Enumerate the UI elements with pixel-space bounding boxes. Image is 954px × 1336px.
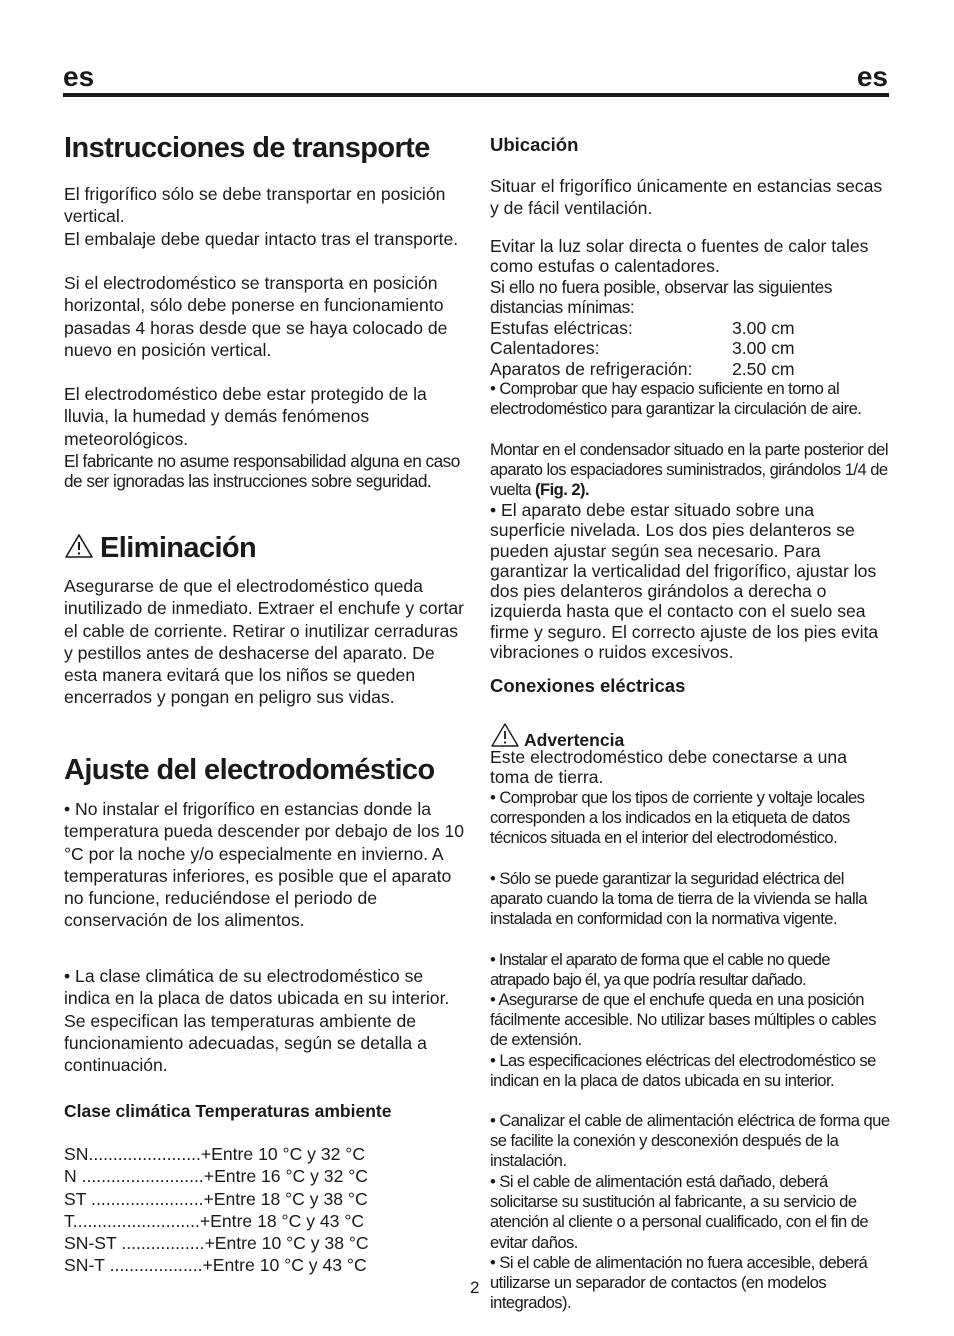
climate-row: N .........................+Entre 16 °C y 32 °C: [64, 1166, 368, 1187]
header-rule: [63, 93, 889, 97]
electrical-paragraph-6: • Las especificaciones eléctricas del electrodoméstico se indican en la placa de datos ubicada en su interior.: [490, 1051, 876, 1091]
electrical-paragraph-1: Este electrodoméstico debe conectarse a una toma de tierra.: [490, 747, 847, 788]
distance-row: Aparatos de refrigeración: 2.50 cm: [490, 358, 795, 379]
warning-icon: [64, 533, 94, 559]
adjust-bullet-2: • La clase climática de su electrodoméstico se indica en la placa de datos ubicada en su interior. Se especifican las temperaturas ambiente de funcionamiento adecuadas, según se detalla a continuación.: [64, 966, 450, 1076]
transport-title: Instrucciones de transporte: [64, 132, 430, 164]
climate-row: SN-ST .................+Entre 10 °C y 38 °C: [64, 1233, 369, 1254]
electrical-paragraph-8: • Si el cable de alimentación está dañado, deberá solicitarse su sustitución al fabricante, a su servicio de atención al cliente o a personal cualificado, con el fin de evitar daños.: [490, 1172, 869, 1252]
distance-list: [490, 318, 890, 379]
distance-row: Estufas eléctricas: 3.00 cm: [490, 318, 795, 338]
location-paragraph-4: • Comprobar que hay espacio suficiente en torno al electrodoméstico para garantizar la circulación de aire.: [490, 379, 862, 419]
transport-paragraph-2: El embalaje debe quedar intacto tras el transporte.: [64, 229, 459, 249]
language-code-right: es: [856, 61, 888, 92]
climate-row: SN-T ...................+Entre 10 °C y 43 °C: [64, 1255, 367, 1276]
language-code-left: es: [63, 61, 95, 92]
disposal-heading: [64, 530, 256, 566]
climate-row: ST .......................+Entre 18 °C y 38 °C: [64, 1188, 368, 1209]
warning-label: Advertencia: [524, 730, 625, 750]
electrical-paragraph-3: • Sólo se puede garantizar la seguridad eléctrica del aparato cuando la toma de tierra de la vivienda se halla instalada en conformidad con la normativa vigente.: [490, 869, 867, 929]
climate-row: SN.......................+Entre 10 °C y 32 °C: [64, 1144, 366, 1164]
distance-row: Calentadores: 3.00 cm: [490, 338, 795, 359]
transport-paragraph-4: El electrodoméstico debe estar protegido de la lluvia, la humedad y demás fenómenos meteorológicos.: [64, 384, 427, 449]
adjust-bullet-1: • No instalar el frigorífico en estancias donde la temperatura pueda descender por debajo de los 10 °C por la noche y/o especialmente en invierno. A temperaturas inferiores, es posible que el aparato no funcione, reduciéndose el periodo de conservación de los alimentos.: [64, 799, 465, 931]
electrical-paragraph-2: • Comprobar que los tipos de corriente y voltaje locales corresponden a los indicados en la etiqueta de datos técnicos situada en el interior del electrodoméstico.: [490, 788, 865, 848]
climate-table: [64, 1143, 466, 1277]
electrical-paragraph-7: • Canalizar el cable de alimentación eléctrica de forma que se facilite la conexión y desconexión después de la instalación.: [490, 1111, 890, 1171]
warning-icon: [490, 722, 520, 748]
transport-paragraph-5: El fabricante no asume responsabilidad alguna en caso de ser ignoradas las instrucciones sobre seguridad.: [64, 451, 460, 492]
location-paragraph-1: Situar el frigorífico únicamente en estancias secas y de fácil ventilación.: [490, 176, 883, 219]
electrical-paragraph-5: • Asegurarse de que el enchufe queda en una posición fácilmente accesible. No utilizar bases múltiples o cables de extensión.: [490, 990, 876, 1050]
page-number: 2: [470, 1278, 480, 1297]
electrical-paragraph-9: • Si el cable de alimentación no fuera accesible, deberá utilizarse un separador de contactos (en modelos integrados).: [490, 1253, 868, 1313]
location-paragraph-2: Evitar la luz solar directa o fuentes de calor tales como estufas o calentadores.: [490, 236, 869, 277]
transport-paragraph-3: Si el electrodoméstico se transporta en posición horizontal, sólo debe ponerse en funcionamiento pasadas 4 horas desde que se haya colocado de nuevo en posición vertical.: [64, 273, 448, 360]
disposal-title: Eliminación: [100, 532, 257, 564]
disposal-paragraph: Asegurarse de que el electrodoméstico queda inutilizado de inmediato. Extraer el enchufe y cortar el cable de corriente. Retirar o inutilizar cerraduras y pestillos antes de deshacerse del aparato. De esta manera evitará que los niños se queden encerrados y pongan en peligro sus vidas.: [64, 576, 464, 708]
climate-table-header: Clase climática Temperaturas ambiente: [64, 1101, 392, 1121]
location-title: Ubicación: [490, 134, 579, 155]
electrical-paragraph-4: • Instalar el aparato de forma que el cable no quede atrapado bajo él, ya que podría resultar dañado.: [490, 950, 830, 990]
location-paragraph-3: Si ello no fuera posible, observar las siguientes distancias mínimas:: [490, 277, 833, 318]
electrical-title: Conexiones eléctricas: [490, 675, 686, 696]
location-paragraph-6: • El aparato debe estar situado sobre una superficie nivelada. Los dos pies delanteros se pueden ajustar según sea necesario. Para garantizar la verticalidad del frigorífico, ajustar los dos pies delanteros girándolos a derecha o izquierda hasta que el contacto con el suelo sea firme y seguro. El correcto ajuste de los pies evita vibraciones o ruidos excesivos.: [490, 500, 879, 663]
transport-paragraph-1: El frigorífico sólo se debe transportar en posición vertical.: [64, 184, 446, 227]
figure-reference: (Fig. 2).: [535, 480, 590, 500]
location-paragraph-5: Montar en el condensador situado en la parte posterior del aparato los espaciadores suministrados, girándolos 1/4 de vuelta (Fig. 2).: [490, 440, 888, 500]
adjust-title: Ajuste del electrodoméstico: [64, 754, 435, 786]
climate-row: T..........................+Entre 18 °C y 43 °C: [64, 1210, 365, 1231]
